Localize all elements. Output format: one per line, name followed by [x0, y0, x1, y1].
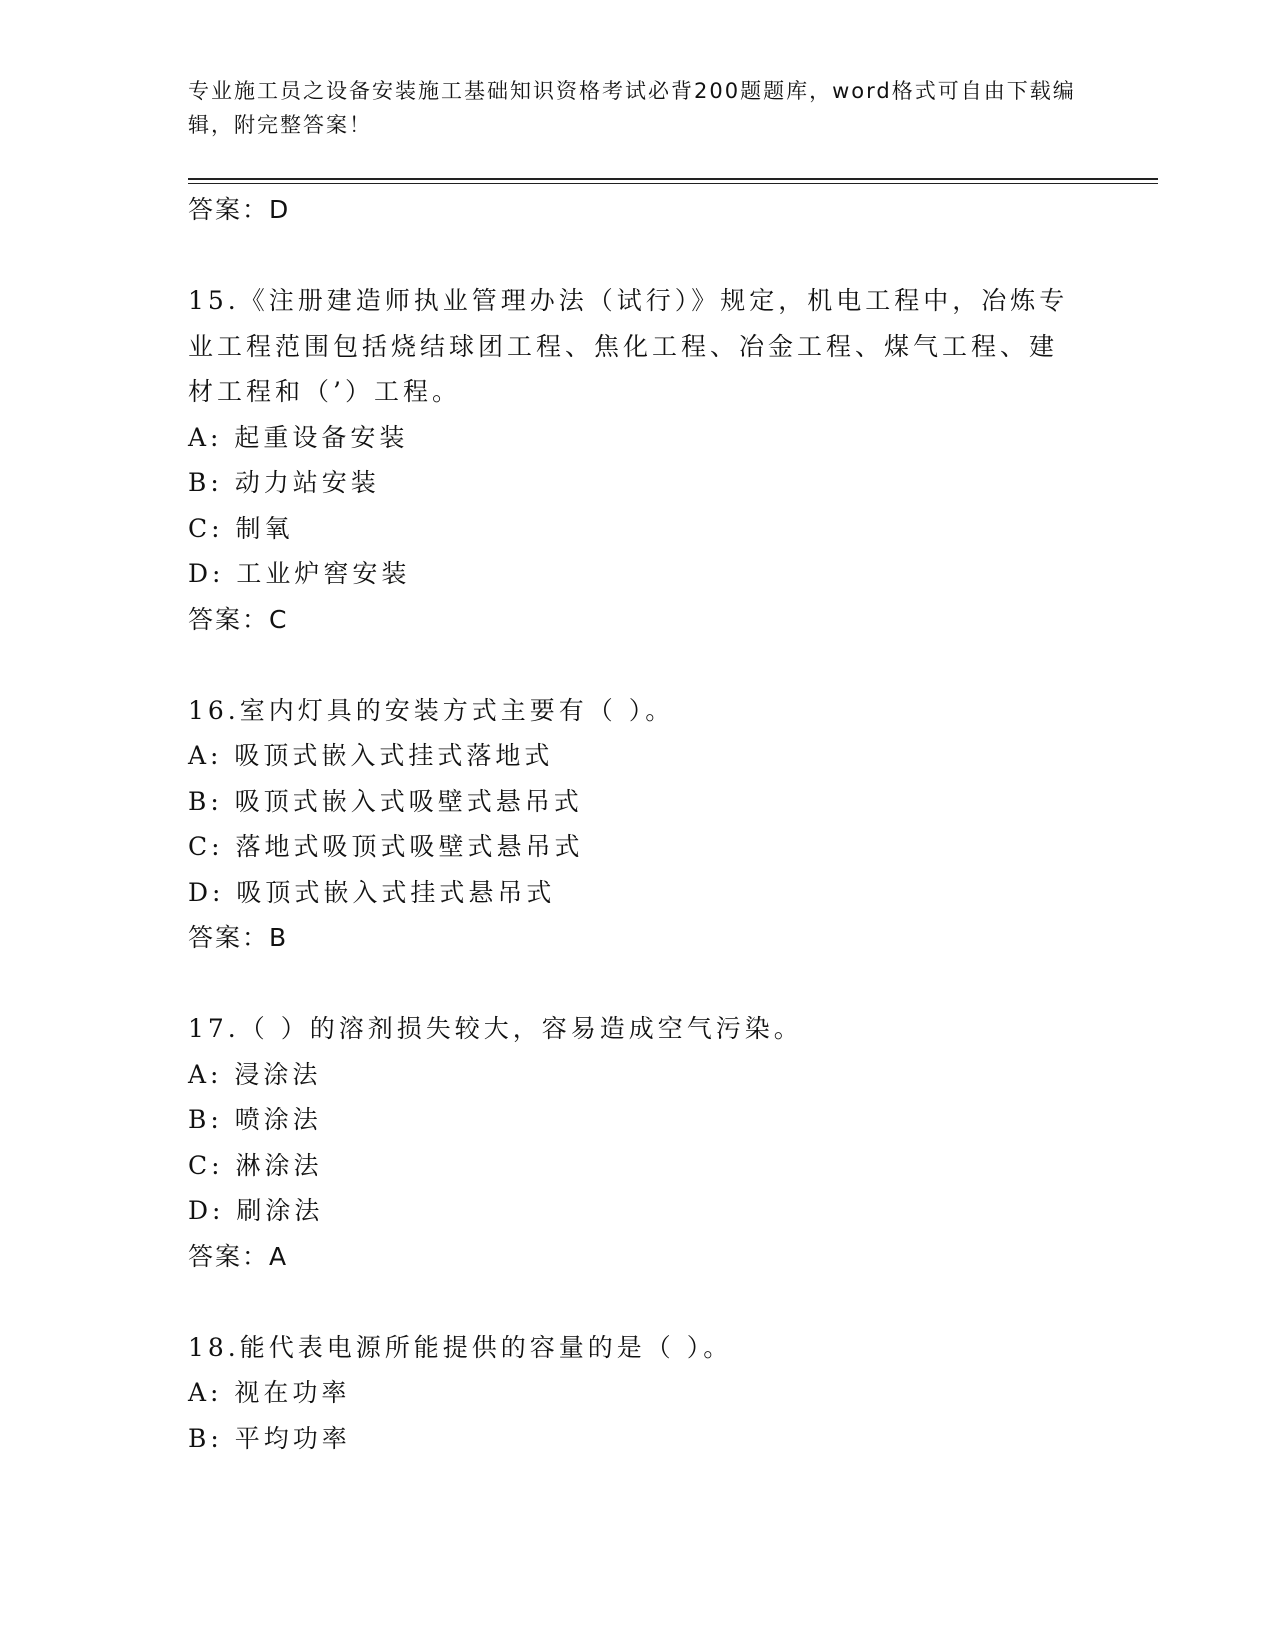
answer-line: 答案：A — [188, 1241, 289, 1271]
question-text: 17.（ ）的溶剂损失较大，容易造成空气污染。 — [188, 1014, 803, 1043]
option-d: D: 吸顶式嵌入式挂式悬吊式 — [188, 877, 556, 907]
document-header: 专业施工员之设备安装施工基础知识资格考试必背200题题库，word格式可自由下载编辑，附完整答案！ — [188, 79, 1076, 137]
spacer — [188, 642, 1088, 688]
answer-line: 答案：D — [188, 195, 291, 224]
option-a: A: 视在功率 — [188, 1378, 351, 1407]
question-text: 16.室内灯具的安装方式主要有（ ）。 — [188, 695, 675, 725]
option-c: C: 淋涂法 — [188, 1150, 323, 1180]
answer-line: 答案：C — [188, 604, 289, 634]
answer-line: 答案：B — [188, 923, 289, 952]
spacer — [188, 233, 1088, 279]
question-block — [188, 1006, 1088, 1279]
document-content — [188, 187, 1088, 1461]
option-a: A: 吸顶式嵌入式挂式落地式 — [188, 741, 554, 770]
question-text: 材工程和（’）工程。 — [188, 377, 461, 406]
option-b: B: 吸顶式嵌入式吸壁式悬吊式 — [188, 786, 583, 816]
option-c: C: 制氧 — [188, 513, 294, 543]
question-text: 18.能代表电源所能提供的容量的是（ ）。 — [188, 1332, 733, 1362]
header-divider-thin — [188, 183, 1158, 184]
option-d: D: 刷涂法 — [188, 1196, 324, 1225]
option-b: B: 平均功率 — [188, 1423, 351, 1453]
question-text: 业工程范围包括烧结球团工程、焦化工程、冶金工程、煤气工程、建 — [188, 331, 1059, 361]
spacer — [188, 1279, 1088, 1325]
option-b: B: 动力站安装 — [188, 468, 380, 497]
question-block — [188, 278, 1088, 642]
question-block — [188, 1325, 1088, 1462]
spacer — [188, 961, 1088, 1007]
option-b: B: 喷涂法 — [188, 1105, 322, 1134]
option-a: A: 起重设备安装 — [188, 422, 409, 452]
header-divider — [188, 178, 1158, 180]
option-d: D: 工业炉窖安装 — [188, 559, 411, 588]
option-c: C: 落地式吸顶式吸壁式悬吊式 — [188, 832, 584, 861]
question-text: 15.《注册建造师执业管理办法（试行）》规定，机电工程中，冶炼专 — [188, 286, 1069, 315]
question-block — [188, 688, 1088, 961]
option-a: A: 浸涂法 — [188, 1059, 322, 1089]
